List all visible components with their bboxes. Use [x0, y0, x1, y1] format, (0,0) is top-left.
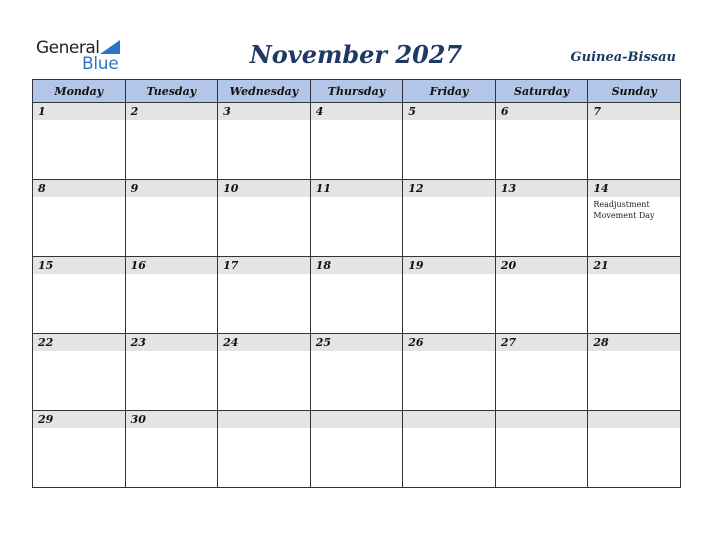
day-cell — [310, 257, 403, 334]
week-row — [33, 411, 681, 488]
day-cell — [33, 334, 126, 411]
day-cell — [125, 411, 218, 488]
day-number-bar — [403, 411, 495, 428]
day-cell — [588, 411, 681, 488]
week-row — [33, 257, 681, 334]
day-cell — [310, 180, 403, 257]
day-cell — [218, 334, 311, 411]
weekday-sunday: Sunday — [588, 80, 681, 103]
day-number-bar — [33, 103, 125, 120]
day-number-bar — [496, 103, 588, 120]
day-number: 5 — [408, 105, 416, 118]
day-number-bar — [311, 103, 403, 120]
day-number: 23 — [130, 336, 146, 349]
country-name: Guinea-Bissau — [570, 50, 676, 65]
day-number-bar — [403, 103, 495, 120]
day-number: 30 — [130, 413, 146, 426]
day-number: 18 — [315, 259, 331, 272]
day-number-bar — [311, 411, 403, 428]
day-number: 13 — [500, 182, 517, 195]
day-cell — [218, 180, 311, 257]
week-row — [33, 180, 681, 257]
day-number-bar — [496, 411, 588, 428]
day-number: 1 — [38, 105, 46, 118]
day-number: 29 — [38, 413, 54, 426]
day-number: 26 — [408, 336, 424, 349]
day-number-bar — [126, 103, 218, 120]
day-number: 16 — [130, 259, 146, 272]
day-number-bar — [218, 411, 310, 428]
day-number: 9 — [130, 182, 139, 195]
calendar-grid — [32, 79, 681, 488]
day-number: 17 — [223, 259, 239, 272]
day-cell — [403, 411, 496, 488]
day-number: 24 — [223, 336, 239, 349]
day-number: 15 — [38, 259, 54, 272]
day-number-bar — [588, 411, 680, 428]
day-number: 14 — [593, 182, 609, 195]
day-cell — [403, 180, 496, 257]
week-row — [33, 334, 681, 411]
day-cell — [495, 257, 588, 334]
day-cell — [125, 257, 218, 334]
day-number: 11 — [315, 182, 331, 195]
holiday-label: Readjustment Movement Day — [593, 200, 655, 220]
day-cell — [588, 334, 681, 411]
logo-word-general: General — [36, 38, 100, 58]
day-cell — [403, 334, 496, 411]
day-number: 12 — [408, 182, 424, 195]
day-number: 25 — [315, 336, 331, 349]
day-number: 27 — [500, 336, 517, 349]
day-number: 3 — [223, 105, 231, 118]
day-cell — [403, 103, 496, 180]
day-cell — [125, 180, 218, 257]
day-cell — [33, 411, 126, 488]
logo-word-blue: Blue — [82, 54, 119, 74]
day-cell — [495, 334, 588, 411]
day-cell — [218, 257, 311, 334]
day-number: 19 — [408, 259, 424, 272]
weekday-header-row — [33, 80, 681, 103]
day-number: 22 — [38, 336, 54, 349]
day-cell — [33, 103, 126, 180]
day-number-bar — [33, 180, 125, 197]
day-number-bar — [126, 180, 218, 197]
calendar-title: November 2027 — [249, 40, 463, 69]
day-cell — [495, 103, 588, 180]
day-number: 4 — [315, 105, 324, 118]
day-cell — [495, 411, 588, 488]
weekday-thursday: Thursday — [310, 80, 403, 103]
day-cell — [125, 334, 218, 411]
week-row — [33, 103, 681, 180]
day-cell — [33, 180, 126, 257]
day-cell — [218, 103, 311, 180]
weekday-monday: Monday — [33, 80, 126, 103]
day-number-bar — [588, 103, 680, 120]
day-number: 28 — [593, 336, 609, 349]
day-cell — [310, 103, 403, 180]
day-cell — [310, 411, 403, 488]
day-cell — [310, 334, 403, 411]
weekday-saturday: Saturday — [495, 80, 588, 103]
day-number: 20 — [500, 259, 517, 272]
weekday-wednesday: Wednesday — [218, 80, 311, 103]
day-cell — [218, 411, 311, 488]
day-number-bar — [218, 103, 310, 120]
day-cell — [125, 103, 218, 180]
day-number: 8 — [38, 182, 46, 195]
day-cell — [588, 103, 681, 180]
day-cell — [588, 180, 681, 257]
day-number: 10 — [223, 182, 239, 195]
day-cell — [495, 180, 588, 257]
day-cell — [403, 257, 496, 334]
day-number: 2 — [130, 105, 139, 118]
day-number: 7 — [593, 105, 602, 118]
day-cell — [588, 257, 681, 334]
day-number: 21 — [593, 259, 609, 272]
day-cell — [33, 257, 126, 334]
weekday-tuesday: Tuesday — [125, 80, 218, 103]
weekday-friday: Friday — [403, 80, 496, 103]
day-number: 6 — [500, 105, 509, 118]
